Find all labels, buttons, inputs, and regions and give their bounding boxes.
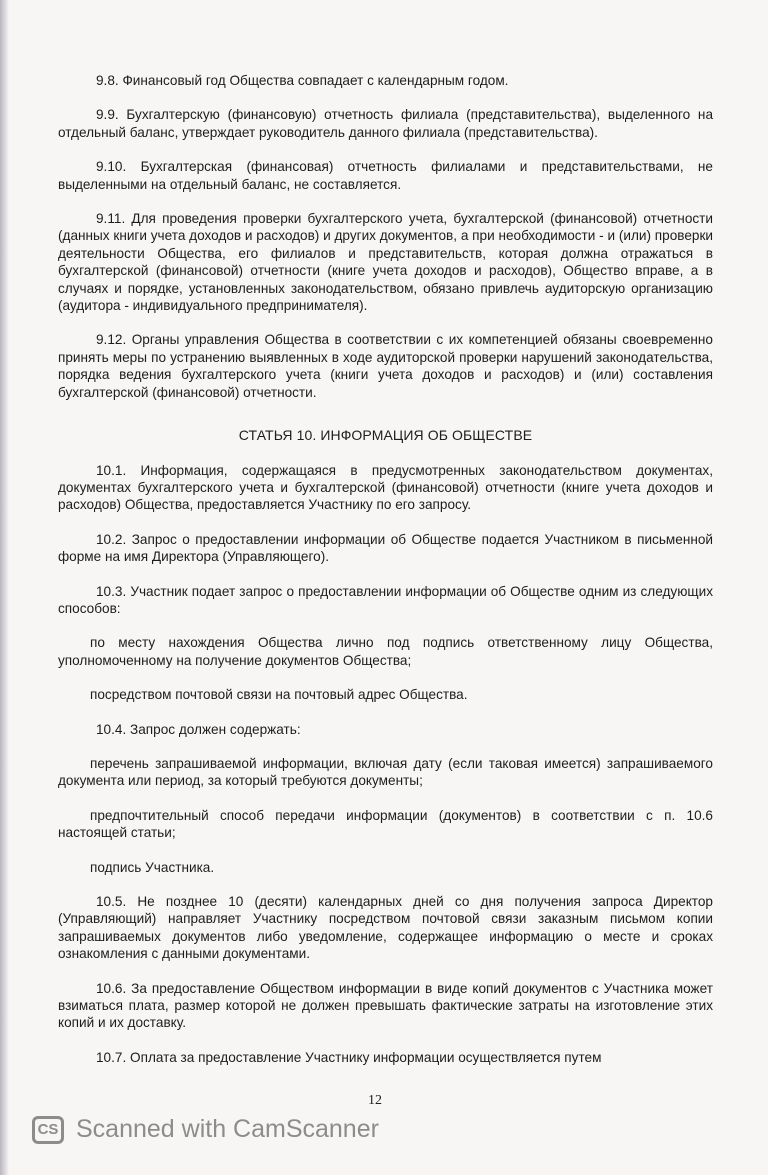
page-number: 12	[368, 1093, 382, 1108]
paragraph-10-3: 10.3. Участник подает запрос о предоставлении информации об Обществе одним из следующих способов:	[58, 583, 713, 616]
paragraph-10-2: 10.2. Запрос о предоставлении информации об Обществе подается Участником в письменной форме на имя Директора (Управляющего).	[58, 531, 713, 565]
paragraph-9-9: 9.9. Бухгалтерскую (финансовую) отчетность филиала (представительства), выделенного на отдельный баланс, утверждает руководитель данного филиала (представительства).	[58, 107, 713, 140]
paragraph-10-5: 10.5. Не позднее 10 (десяти) календарных дней со дня получения запроса Директор (Управляющий) направляет Участнику посредством почтовой связи заказным письмом копии запрашиваемых документов либо уведомление, содержащее информацию о месте и сроках ознакомления с данными документами.	[58, 894, 713, 962]
paragraph-9-10: 9.10. Бухгалтерская (финансовая) отчетность филиалами и представительствами, не выделенными на отдельный баланс, не составляется.	[58, 159, 713, 192]
scan-shadow-edge	[0, 0, 9, 1175]
list-item-in-person: по месту нахождения Общества лично под подпись ответственному лицу Общества, уполномоченному на получение документов Общества;	[58, 635, 713, 668]
camscanner-watermark	[32, 1115, 379, 1144]
list-item-signature: подпись Участника.	[90, 859, 215, 875]
section-title: СТАТЬЯ 10. ИНФОРМАЦИЯ ОБ ОБЩЕСТВЕ	[238, 427, 533, 444]
paragraph-10-1: 10.1. Информация, содержащаяся в предусмотренных законодательством документах, документах бухгалтерского учета и бухгалтерской (финансовой) отчетности (книге учета доходов и расходов) Общества, предоставляется Участнику по его запросу.	[58, 462, 713, 513]
list-item-by-post: посредством почтовой связи на почтовый адрес Общества.	[90, 687, 468, 703]
paragraph-10-4: 10.4. Запрос должен содержать:	[96, 721, 301, 737]
paragraph-10-6: 10.6. За предоставление Обществом информации в виде копий документов с Участника может взиматься плата, размер которой не должен превышать фактические затраты на изготовление этих копий и их доставку.	[58, 980, 713, 1031]
paragraph-10-7: 10.7. Оплата за предоставление Участнику информации осуществляется путем	[96, 1049, 602, 1065]
list-item-transfer-method: предпочтительный способ передачи информации (документов) в соответствии с п. 10.6 настоящей статьи;	[58, 807, 713, 841]
paragraph-9-11: 9.11. Для проведения проверки бухгалтерского учета, бухгалтерской (финансовой) отчетности (данных книги учета доходов и расходов) и других документов, а при необходимости - и (или) проверки деятельности Общества, его филиалов и представительств, которая должна отражаться в бухгалтерской (финансовой) отчетности (книге учета доходов и расходов), Общество вправе, а в случаях и порядке, установленных законодательством, обязано привлечь аудиторскую организацию (аудитора - индивидуального предпринимателя).	[58, 211, 713, 314]
list-item-info-list: перечень запрашиваемой информации, включая дату (если таковая имеется) запрашиваемого документа или период, за который требуются документы;	[58, 755, 713, 789]
paragraph-9-8: 9.8. Финансовый год Общества совпадает с календарным годом.	[96, 73, 509, 88]
watermark-text: Scanned with CamScanner	[76, 1115, 379, 1143]
document-body	[58, 72, 713, 1083]
camscanner-logo-icon: CS	[32, 1116, 64, 1144]
paragraph-9-12: 9.12. Органы управления Общества в соответствии с их компетенцией обязаны своевременно принять меры по устранению выявленных в ходе аудиторской проверки нарушений законодательства, порядка ведения бухгалтерского учета (книги учета доходов и расходов) и (или) составления бухгалтерской (финансовой) отчетности.	[58, 332, 713, 400]
